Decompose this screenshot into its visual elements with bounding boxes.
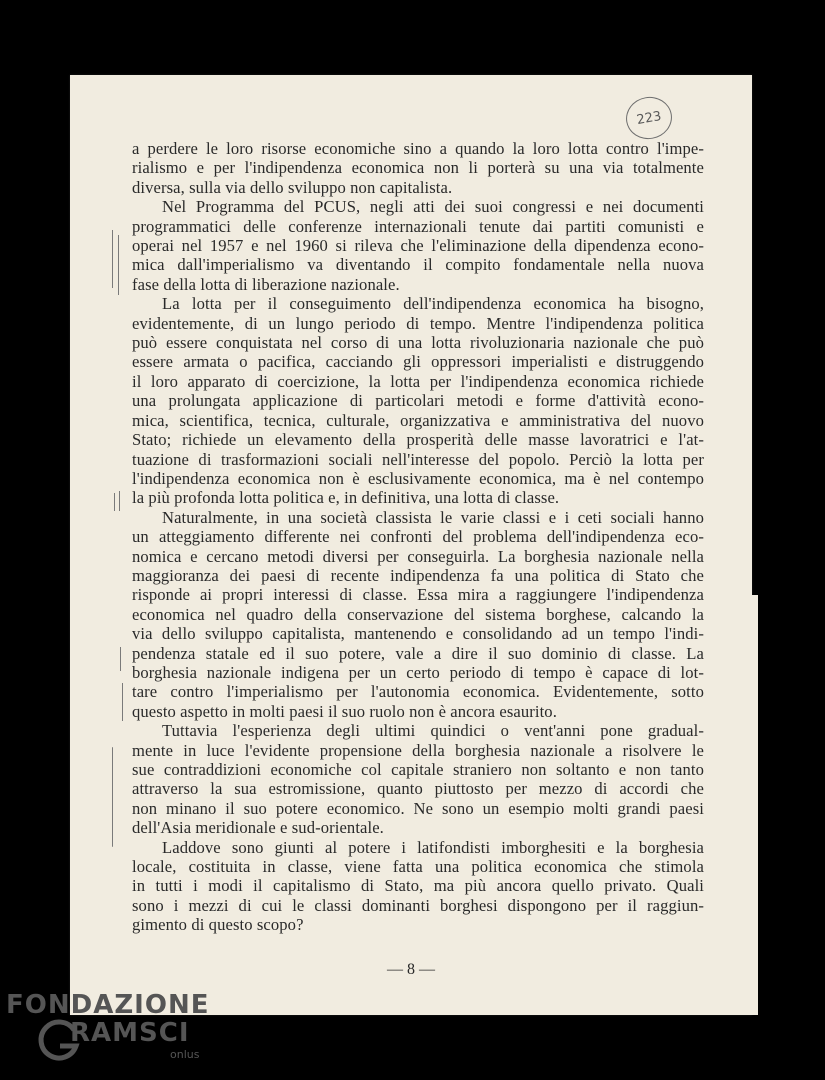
text-line: La lotta per il conseguimento dell'indipendenza economica ha bisogno, xyxy=(162,294,704,314)
text-line: Laddove sono giunti al potere i latifondisti imborghesiti e la borghesia xyxy=(162,837,704,857)
text-line: fase della lotta di liberazione nazionale. xyxy=(132,274,400,294)
text-line: borghesia nazionale indigena per un certo periodo di tempo è capace di lot- xyxy=(132,662,704,682)
text-line: essere armata o pacifica, cacciando gli oppressori imperialisti e distruggendo xyxy=(132,352,704,372)
body-text xyxy=(132,139,704,935)
text-line: Nel Programma del PCUS, negli atti dei suoi congressi e nei documenti xyxy=(162,197,704,217)
text-line: economica nel quadro della conservazione del sistema borghese, calcando la xyxy=(132,604,704,624)
paragraph xyxy=(132,508,704,721)
text-line: a perdere le loro risorse economiche sino a quando la loro lotta contro l'impe- xyxy=(132,139,704,158)
text-line: in tutti i modi il capitalismo di Stato, ma più ancora quello privato. Quali xyxy=(132,876,704,896)
archive-number-stamp: 223 xyxy=(623,93,676,142)
paragraph xyxy=(132,139,704,197)
text-line: una prolungata applicazione di particolari metodi e forme d'attività econo- xyxy=(132,391,704,411)
margin-mark xyxy=(112,230,113,288)
margin-mark xyxy=(112,747,113,847)
text-line: mica, scientifica, tecnica, culturale, organizzativa e amministrativa del nuovo xyxy=(132,410,704,430)
margin-mark xyxy=(122,683,123,721)
margin-mark xyxy=(119,491,120,511)
text-line: la più profonda lotta politica e, in definitiva, una lotta di classe. xyxy=(132,488,560,508)
watermark-subtitle: onlus xyxy=(170,1048,200,1061)
paragraph xyxy=(132,721,704,837)
text-line: mente in luce l'evidente propensione della borghesia nazionale a risolvere le xyxy=(132,740,704,760)
text-line: risponde ai propri interessi di classe. Essa mira a raggiungere l'indipendenza xyxy=(132,585,704,605)
margin-mark xyxy=(114,493,115,511)
page-number: — 8 — xyxy=(387,961,435,978)
text-line: nomica e cercano metodi diversi per conseguirla. La borghesia nazionale nella xyxy=(132,546,704,566)
text-line: gimento di questo scopo? xyxy=(132,915,304,935)
text-line: sue contraddizioni economiche col capitale straniero non soltanto e non tanto xyxy=(132,760,704,779)
text-line: Stato; richiede un elevamento della prosperità delle masse lavoratrici e l'at- xyxy=(132,430,704,450)
text-line: evidentemente, di un lungo periodo di tempo. Mentre l'indipendenza politica xyxy=(132,313,704,333)
text-line: mica dall'imperialismo va diventando il compito fondamentale nella nuova xyxy=(132,255,704,275)
text-line: sono i mezzi di cui le classi dominanti borghesi dispongono per il raggiun- xyxy=(132,895,704,915)
paragraph xyxy=(132,197,704,294)
text-line: pendenza statale ed il suo potere, vale a dire il suo dominio di classe. La xyxy=(132,643,704,663)
text-line: locale, costituita in classe, viene fatta una politica economica che stimola xyxy=(132,857,704,877)
margin-mark xyxy=(118,235,119,295)
text-line: non minano il suo potere economico. Ne sono un esempio molti grandi paesi xyxy=(132,798,704,818)
text-line: dell'Asia meridionale e sud-orientale. xyxy=(132,818,384,838)
margin-mark xyxy=(120,647,121,671)
fondazione-gramsci-watermark xyxy=(6,990,210,1070)
text-line: rialismo e per l'indipendenza economica non li porterà su una via totalmente xyxy=(132,158,704,178)
text-line: maggioranza dei paesi di recente indipendenza fa una politica di Stato che xyxy=(132,565,704,585)
text-line: un atteggiamento differente nei confronti del problema dell'indipendenza eco- xyxy=(132,527,704,547)
text-line: diversa, sulla via dello sviluppo non capitalista. xyxy=(132,177,453,197)
watermark-line-2: RAMSCI xyxy=(70,1018,190,1048)
text-line: tare contro l'imperialismo per l'autonomia economica. Evidentemente, sotto xyxy=(132,682,704,702)
text-line: l'indipendenza economica non è esclusivamente economica, ma è nel contempo xyxy=(132,468,704,488)
text-line: via dello sviluppo capitalista, mantenendo e consolidando ad un tempo l'indi- xyxy=(132,624,704,644)
text-line: Naturalmente, in una società classista le varie classi e i ceti sociali hanno xyxy=(162,507,704,527)
text-line: il loro apparato di coercizione, la lotta per l'indipendenza economica richiede xyxy=(132,371,704,391)
text-line: attraverso la sua estromissione, quanto piuttosto per mezzo di accordi che xyxy=(132,779,704,799)
watermark-line-1: FONDAZIONE xyxy=(6,990,210,1020)
text-line: può essere conquistata nel corso di una lotta rivoluzionaria nazionale che può xyxy=(132,333,704,353)
text-line: operai nel 1957 e nel 1960 si rileva che l'eliminazione della dipendenza econo- xyxy=(132,236,704,256)
text-line: programmatici delle conferenze internazionali tenute dai partiti comunisti e xyxy=(132,216,704,236)
paragraph xyxy=(132,294,704,507)
document-page xyxy=(70,75,752,1015)
text-line: tuazione di trasformazioni sociali nell'interesse del popolo. Perciò la lotta per xyxy=(132,449,704,469)
text-line: questo aspetto in molti paesi il suo ruolo non è ancora esaurito. xyxy=(132,701,557,721)
paragraph xyxy=(132,838,704,935)
text-line: Tuttavia l'esperienza degli ultimi quindici o vent'anni pone gradual- xyxy=(162,721,704,741)
